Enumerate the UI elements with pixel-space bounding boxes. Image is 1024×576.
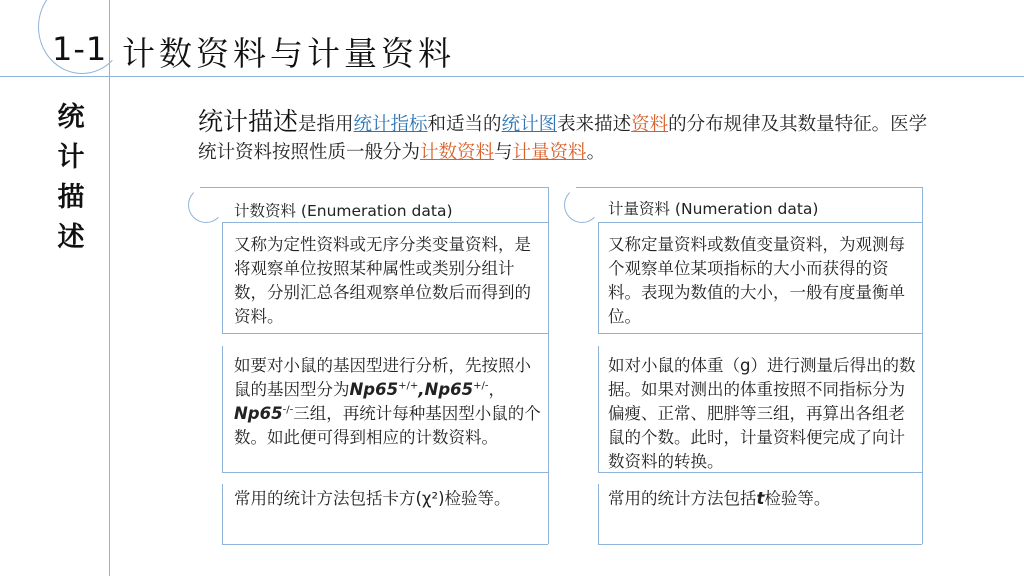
intro-text: 与: [494, 142, 513, 163]
section-number: 1-1: [52, 30, 108, 68]
genotype-sup: +/-: [473, 380, 489, 392]
card-divider: [598, 333, 922, 334]
enumeration-card-title: 计数资料 (Enumeration data): [234, 202, 453, 220]
genotype-label: Np65: [234, 404, 283, 423]
methods-text: 检验等。: [764, 489, 831, 508]
card-title-rule: [222, 222, 548, 223]
page-title: 计数资料与计量资料: [122, 34, 455, 73]
card-inner-left-rule: [222, 346, 223, 472]
side-char: 述: [57, 222, 85, 253]
card-arc: [564, 187, 600, 223]
genotype-label: Np65: [424, 380, 474, 399]
link-statistical-chart[interactable]: 统计图: [501, 114, 558, 135]
link-numeration-data[interactable]: 计量资料: [512, 142, 587, 163]
genotype-label: Np65: [349, 380, 399, 399]
separator: ,: [418, 380, 425, 399]
card-top-rule: [200, 187, 548, 188]
top-rule: [0, 76, 1024, 77]
numeration-methods: [608, 487, 918, 511]
intro-text: 表来描述: [557, 114, 632, 135]
intro-paragraph: [198, 108, 938, 167]
side-char: 描: [57, 182, 85, 213]
left-rule: [109, 0, 110, 576]
card-inner-left-rule: [598, 346, 599, 472]
methods-text: 常用的统计方法包括: [608, 489, 757, 508]
link-statistical-indicator[interactable]: 统计指标: [353, 114, 428, 135]
card-title-rule: [598, 222, 922, 223]
intro-lead: 统计描述: [198, 107, 299, 136]
enumeration-example: [234, 354, 544, 450]
card-divider: [222, 333, 548, 334]
enumeration-methods: 常用的统计方法包括卡方(χ²)检验等。: [234, 489, 511, 508]
numeration-example: 如对小鼠的体重（g）进行测量后得出的数据。如果对测出的体重按照不同指标分为偏瘦、正常、肥胖等三组，再算出各组老鼠的个数。此时，计量资料便完成了向计数资料的转换。: [608, 356, 916, 471]
link-enumeration-data[interactable]: 计数资料: [420, 142, 495, 163]
card-bottom-rule: [222, 544, 548, 545]
numeration-card-title: 计量资料 (Numeration data): [608, 200, 819, 218]
card-bottom-rule: [598, 544, 922, 545]
intro-text: 和适当的: [427, 114, 502, 135]
genotype-sup: +/+: [398, 380, 419, 392]
side-char: 统: [57, 102, 85, 133]
t-test-symbol: t: [756, 489, 765, 508]
card-inner-left-rule: [222, 484, 223, 544]
card-arc: [188, 187, 224, 223]
numeration-definition: 又称定量资料或数值变量资料，为观测每个观察单位某项指标的大小而获得的资料。表现为数值的大小，一般有度量衡单位。: [608, 235, 905, 326]
side-label: [51, 98, 91, 258]
enumeration-definition: 又称为定性资料或无序分类变量资料，是将观察单位按照某种属性或类别分组计数，分别汇总各组观察单位数后而得到的资料。: [234, 235, 531, 326]
link-data[interactable]: 资料: [631, 114, 669, 135]
example-text: 三组，再统计每种基因型小鼠的个数。如此便可得到相应的计数资料。: [234, 404, 541, 447]
intro-text: 的分布规律及其数量特征。医学统计资料按照性质一般分为: [198, 114, 928, 163]
side-char: 计: [57, 142, 85, 173]
genotype-sup: -/-: [282, 404, 294, 416]
intro-text: 是指用: [298, 114, 354, 135]
card-top-rule: [576, 187, 922, 188]
card-inner-left-rule: [598, 484, 599, 544]
card-right-rule: [922, 187, 923, 544]
card-divider: [598, 472, 922, 473]
separator: ，: [488, 380, 505, 399]
card-divider: [222, 472, 548, 473]
card-right-rule: [548, 187, 549, 544]
intro-text: 。: [586, 142, 606, 163]
card-inner-left-rule: [222, 222, 223, 333]
example-text: 如要对小鼠的基因型进行分析，先按照小鼠的基因型分为: [234, 356, 531, 399]
card-inner-left-rule: [598, 222, 599, 333]
